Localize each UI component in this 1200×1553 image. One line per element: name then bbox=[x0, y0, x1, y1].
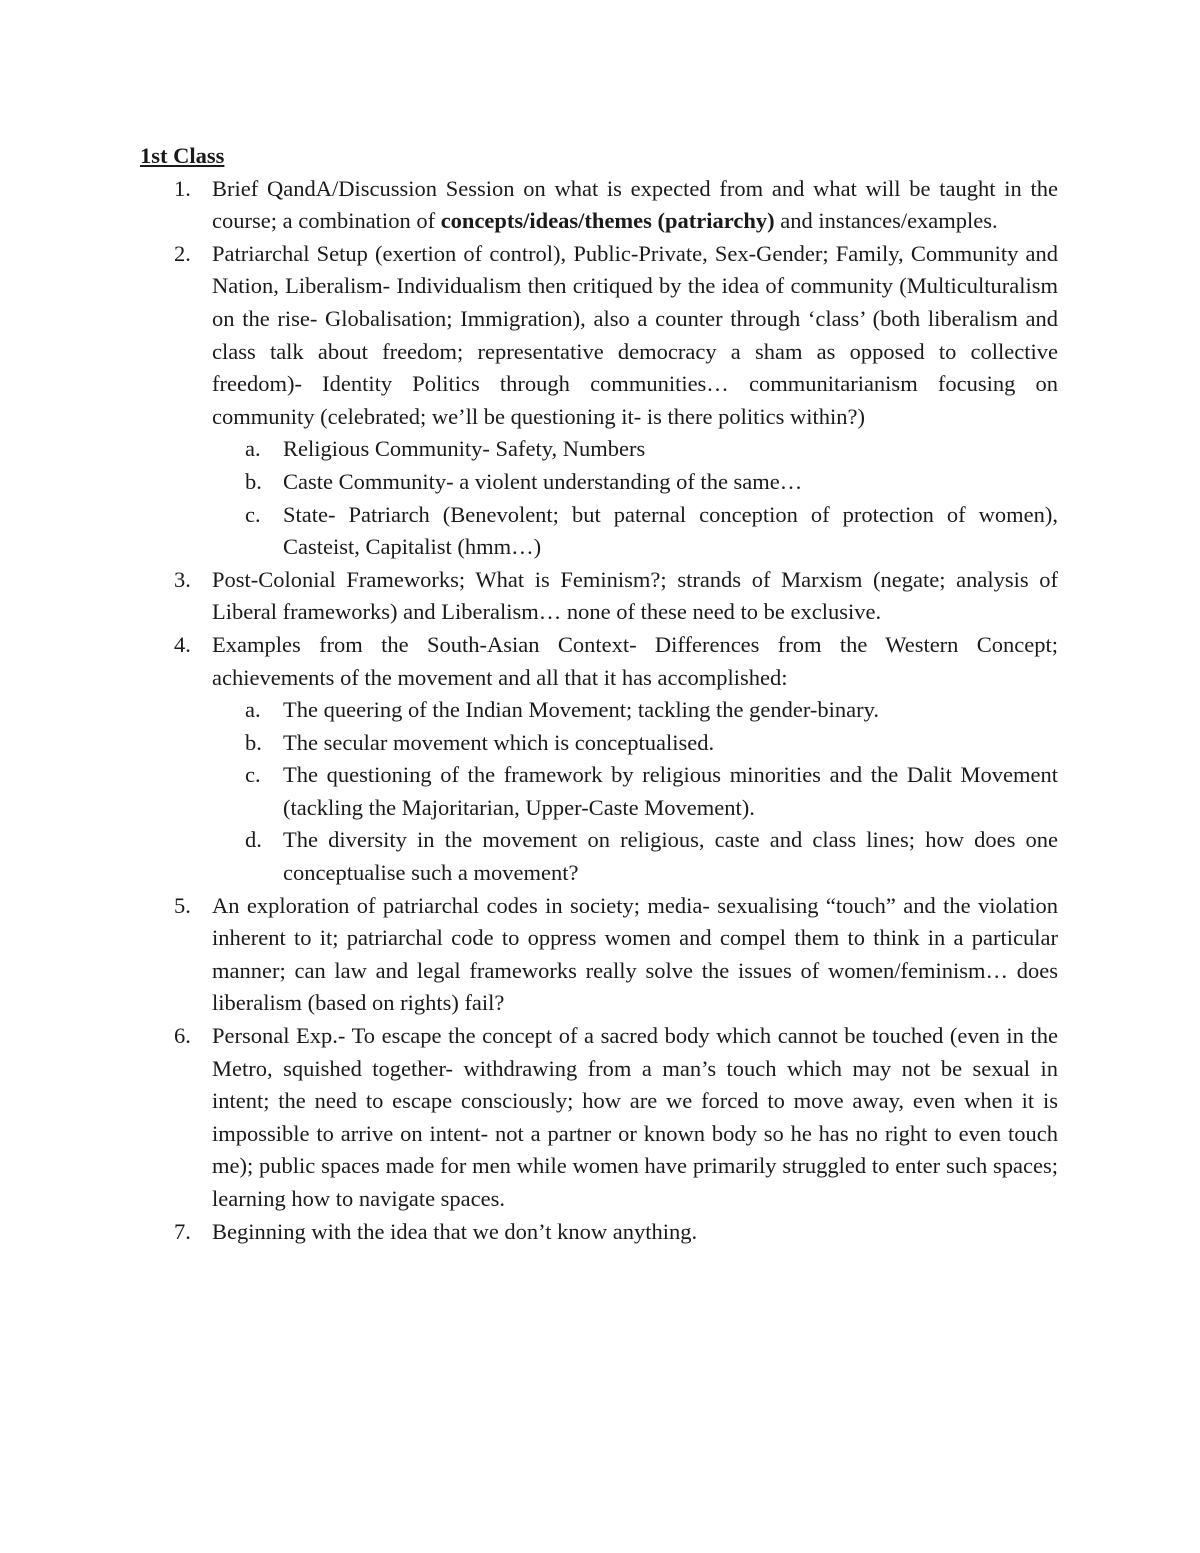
item-number: 4. bbox=[174, 631, 191, 657]
sub-item-text: State- Patriarch (Benevolent; but paternal conception of protection of women), Casteist, Capitalist (hmm…) bbox=[283, 501, 1058, 560]
sub-list bbox=[212, 433, 1058, 563]
sub-item-text: Caste Community- a violent understanding of the same… bbox=[283, 468, 803, 494]
sub-item-letter: a. bbox=[245, 697, 261, 723]
item-number: 1. bbox=[174, 175, 191, 201]
list-item-6 bbox=[140, 1020, 1058, 1216]
sub-item-text: The queering of the Indian Movement; tackling the gender-binary. bbox=[283, 697, 880, 723]
sub-item-letter: c. bbox=[245, 501, 261, 527]
item-text: and instances/examples. bbox=[774, 208, 998, 234]
sub-item-b bbox=[212, 466, 1058, 499]
page-title: 1st Class bbox=[140, 143, 225, 168]
item-number: 7. bbox=[174, 1218, 191, 1244]
main-list bbox=[140, 173, 1058, 1249]
sub-item-text: The diversity in the movement on religious, caste and class lines; how does one conceptualise such a movement? bbox=[283, 827, 1058, 886]
sub-item-letter: c. bbox=[245, 762, 261, 788]
notes-content bbox=[140, 140, 1058, 1248]
item-number: 6. bbox=[174, 1023, 191, 1049]
item-text: Brief QandA/Discussion Session on what is expected from and what will be taught in the course; a combination of bbox=[212, 175, 1058, 234]
sub-item-text: The questioning of the framework by religious minorities and the Dalit Movement (tackling the Majoritarian, Upper-Caste Movement). bbox=[283, 762, 1058, 820]
list-item-4 bbox=[140, 629, 1058, 890]
list-item-2 bbox=[140, 238, 1058, 564]
sub-item-c bbox=[212, 759, 1058, 824]
item-text: Beginning with the idea that we don’t know anything. bbox=[212, 1218, 698, 1244]
sub-item-a bbox=[212, 694, 1058, 727]
sub-item-letter: d. bbox=[245, 827, 262, 853]
item-text: Patriarchal Setup (exertion of control), Public-Private, Sex-Gender; Family, Community and Nation, Liberalism- Individualism then critiqued by the idea of community (Multiculturalism on the rise- Globalisation; Immigration), also a counter through ‘class’ (both liberalism and class talk about freedom; representative democracy a sham as opposed to collective freedom)- Identity Politics through communities… communitarianism focusing on community (celebrated; we’ll be questioning it- is there politics within?) bbox=[212, 240, 1058, 429]
item-text: Examples from the South-Asian Context- Differences from the Western Concept; achievements of the movement and all that it has accomplished: bbox=[212, 631, 1058, 690]
sub-list bbox=[212, 694, 1058, 890]
sub-item-text: Religious Community- Safety, Numbers bbox=[283, 436, 646, 462]
sub-item-letter: a. bbox=[245, 436, 261, 462]
list-item-1 bbox=[140, 173, 1058, 238]
list-item-3 bbox=[140, 564, 1058, 629]
sub-item-letter: b. bbox=[245, 729, 262, 755]
list-item-7 bbox=[140, 1216, 1058, 1249]
item-number: 2. bbox=[174, 240, 191, 266]
list-item-5 bbox=[140, 890, 1058, 1020]
item-text: Personal Exp.- To escape the concept of a sacred body which cannot be touched (even in the Metro, squished together- withdrawing from a man’s touch which may not be sexual in intent; the need to escape consciously; how are we forced to move away, even when it is impossible to arrive on intent- not a partner or known body so he has no right to even touch me); public spaces made for men while women have primarily struggled to enter such spaces; learning how to navigate spaces. bbox=[212, 1023, 1058, 1211]
sub-item-c bbox=[212, 499, 1058, 564]
sub-item-d bbox=[212, 824, 1058, 889]
item-bold-text: concepts/ideas/themes (patriarchy) bbox=[440, 208, 775, 234]
item-number: 5. bbox=[174, 892, 191, 918]
sub-item-a bbox=[212, 433, 1058, 466]
sub-item-letter: b. bbox=[245, 468, 262, 494]
sub-item-b bbox=[212, 727, 1058, 760]
item-number: 3. bbox=[174, 566, 191, 592]
item-text: Post-Colonial Frameworks; What is Feminism?; strands of Marxism (negate; analysis of Liberal frameworks) and Liberalism… none of these need to be exclusive. bbox=[212, 566, 1058, 625]
sub-item-text: The secular movement which is conceptualised. bbox=[283, 729, 715, 755]
item-text: An exploration of patriarchal codes in society; media- sexualising “touch” and the violation inherent to it; patriarchal code to oppress women and compel them to think in a particular manner; can law and legal frameworks really solve the issues of women/feminism… does liberalism (based on rights) fail? bbox=[212, 892, 1058, 1016]
